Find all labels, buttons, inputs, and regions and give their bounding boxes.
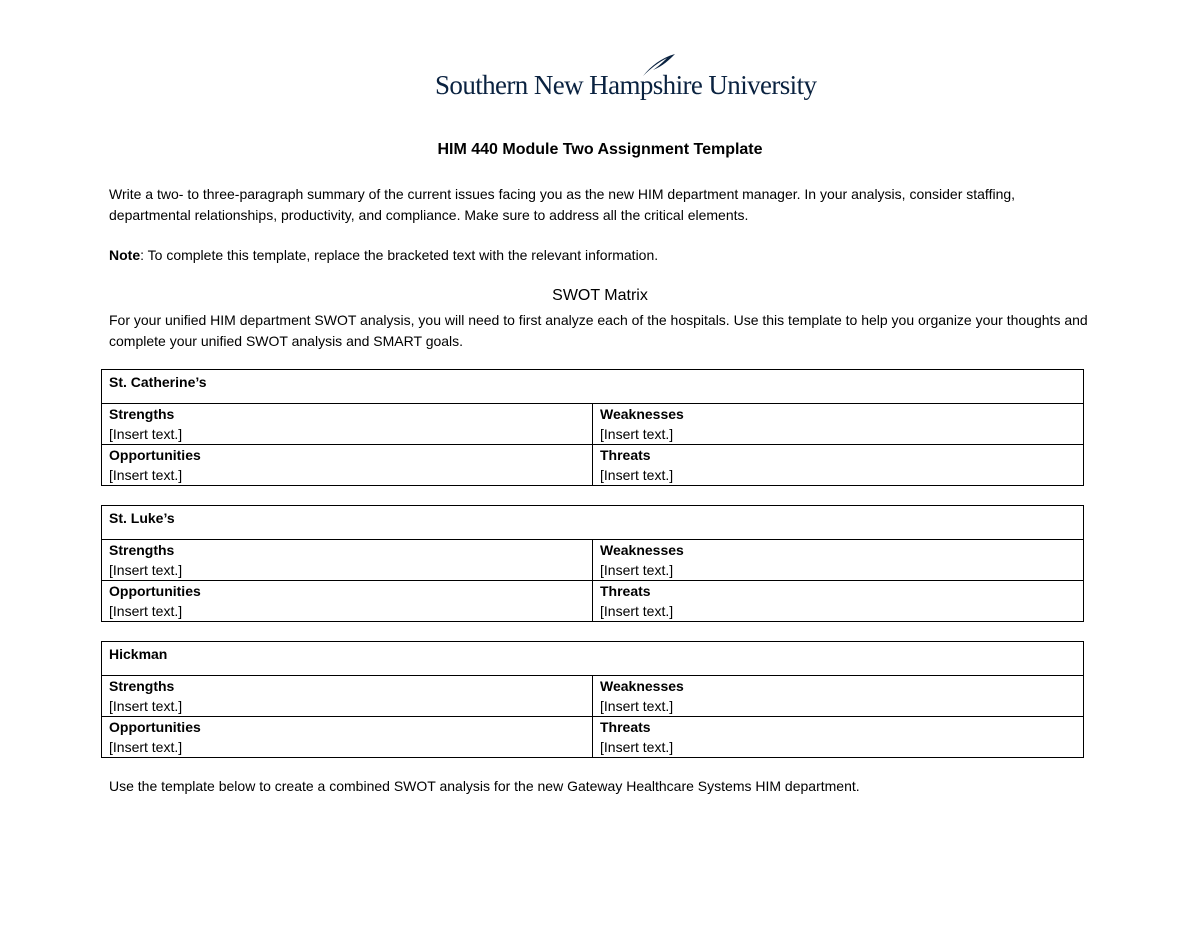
swot-table-st-lukes — [101, 505, 1084, 622]
threats-label: Threats — [600, 583, 651, 599]
threats-label: Threats — [600, 719, 651, 735]
opportunities-label: Opportunities — [109, 447, 201, 463]
weaknesses-text[interactable]: [Insert text.] — [600, 698, 674, 714]
strengths-text[interactable]: [Insert text.] — [109, 426, 183, 442]
strengths-cell[interactable] — [102, 676, 593, 717]
opportunities-cell[interactable] — [102, 445, 593, 486]
threats-label: Threats — [600, 447, 651, 463]
hospital-name: St. Luke’s — [102, 506, 1084, 540]
intro-paragraph: Write a two- to three-paragraph summary of the current issues facing you as the new HIM department manager. In your analysis, consider staffing, departmental relationships, productivity, and compliance. Make sure to address all the critical elements. — [109, 186, 1016, 223]
threats-text[interactable]: [Insert text.] — [600, 467, 674, 483]
strengths-text[interactable]: [Insert text.] — [109, 562, 183, 578]
combined-swot-instruction: Use the template below to create a combined SWOT analysis for the new Gateway Healthcare Systems HIM department. — [109, 778, 860, 794]
swot-matrix-heading: SWOT Matrix — [552, 287, 648, 304]
hospital-name: St. Catherine’s — [102, 370, 1084, 404]
document-title: HIM 440 Module Two Assignment Template — [437, 141, 763, 158]
logo-wordmark: Southern New Hampshire University — [435, 70, 817, 100]
strengths-cell[interactable] — [102, 540, 593, 581]
opportunities-text[interactable]: [Insert text.] — [109, 739, 183, 755]
threats-cell[interactable] — [593, 581, 1084, 622]
swot-intro-paragraph: For your unified HIM department SWOT analysis, you will need to first analyze each of the hospitals. Use this template to help you organize your thoughts and complete your unified SWOT analysis and SMART goals. — [109, 312, 1088, 349]
strengths-label: Strengths — [109, 542, 175, 558]
opportunities-cell[interactable] — [102, 717, 593, 758]
weaknesses-text[interactable]: [Insert text.] — [600, 562, 674, 578]
swot-table-st-catherines — [101, 369, 1084, 486]
university-logo — [435, 52, 817, 104]
weaknesses-label: Weaknesses — [600, 678, 684, 694]
threats-cell[interactable] — [593, 445, 1084, 486]
weaknesses-label: Weaknesses — [600, 542, 684, 558]
opportunities-text[interactable]: [Insert text.] — [109, 467, 183, 483]
note-text: : To complete this template, replace the bracketed text with the relevant information. — [140, 247, 659, 263]
threats-text[interactable]: [Insert text.] — [600, 603, 674, 619]
weaknesses-text[interactable]: [Insert text.] — [600, 426, 674, 442]
opportunities-label: Opportunities — [109, 719, 201, 735]
opportunities-cell[interactable] — [102, 581, 593, 622]
strengths-cell[interactable] — [102, 404, 593, 445]
strengths-label: Strengths — [109, 406, 175, 422]
strengths-label: Strengths — [109, 678, 175, 694]
opportunities-text[interactable]: [Insert text.] — [109, 603, 183, 619]
threats-cell[interactable] — [593, 717, 1084, 758]
weaknesses-cell[interactable] — [593, 404, 1084, 445]
strengths-text[interactable]: [Insert text.] — [109, 698, 183, 714]
note-paragraph — [109, 245, 1099, 266]
threats-text[interactable]: [Insert text.] — [600, 739, 674, 755]
weaknesses-cell[interactable] — [593, 676, 1084, 717]
hospital-name: Hickman — [102, 642, 1084, 676]
weaknesses-label: Weaknesses — [600, 406, 684, 422]
swot-table-hickman — [101, 641, 1084, 758]
opportunities-label: Opportunities — [109, 583, 201, 599]
weaknesses-cell[interactable] — [593, 540, 1084, 581]
note-label: Note — [109, 247, 141, 263]
